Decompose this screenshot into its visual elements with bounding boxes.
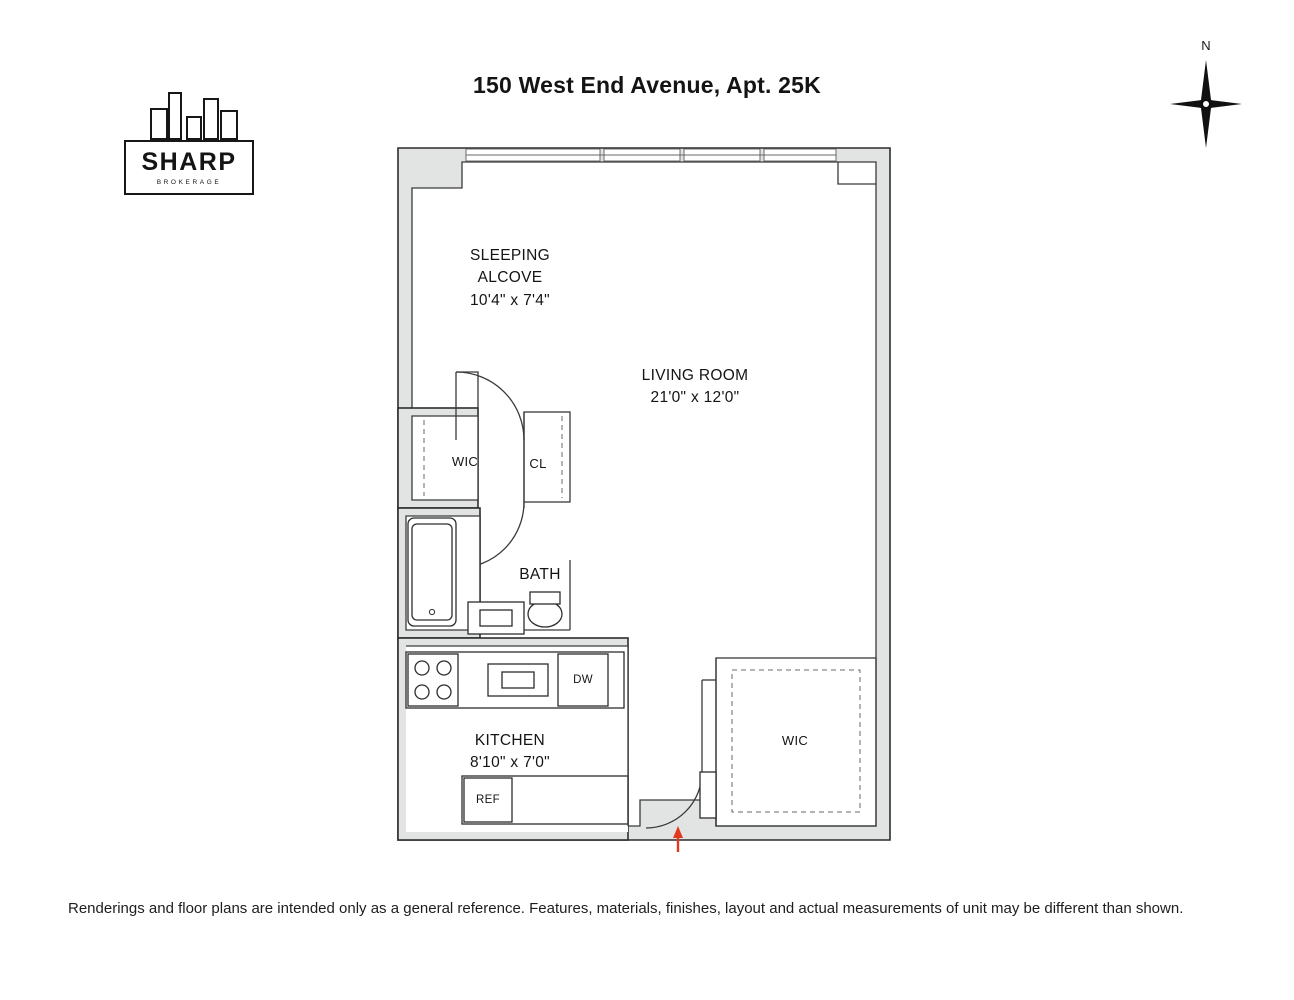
room-label-kitchen: KITCHEN 8'10" x 7'0" [470, 732, 550, 772]
brokerage-logo [124, 88, 254, 196]
appliance-label-refrigerator: REF [476, 794, 500, 806]
room-label-wic: WIC [451, 454, 479, 469]
disclaimer-text: Renderings and floor plans are intended only as a general reference. Features, materials, finishes, layout and actual measurements of unit may be different than shown. [68, 900, 1184, 917]
logo-name: SHARP [141, 147, 237, 176]
appliance-label-dishwasher: DW [573, 674, 593, 686]
page-title: 150 West End Avenue, Apt. 25K [473, 72, 821, 98]
room-label-sleeping-alcove: SLEEPING ALCOVE 10'4" x 7'4" [470, 247, 550, 309]
compass-rose-icon [1166, 56, 1246, 151]
compass-north-label: N [1201, 38, 1211, 53]
building-skyline-icon [146, 88, 242, 140]
room-label-bath: BATH [519, 566, 561, 583]
floorplan-diagram [390, 140, 910, 860]
logo-subtitle: BROKERAGE [156, 178, 222, 186]
room-label-closet: CL [529, 456, 547, 471]
room-label-living-room: LIVING ROOM 21'0" x 12'0" [641, 367, 749, 407]
logo-plate [124, 140, 254, 195]
room-label-wic-entry: WIC [781, 733, 809, 748]
compass [1166, 38, 1246, 153]
